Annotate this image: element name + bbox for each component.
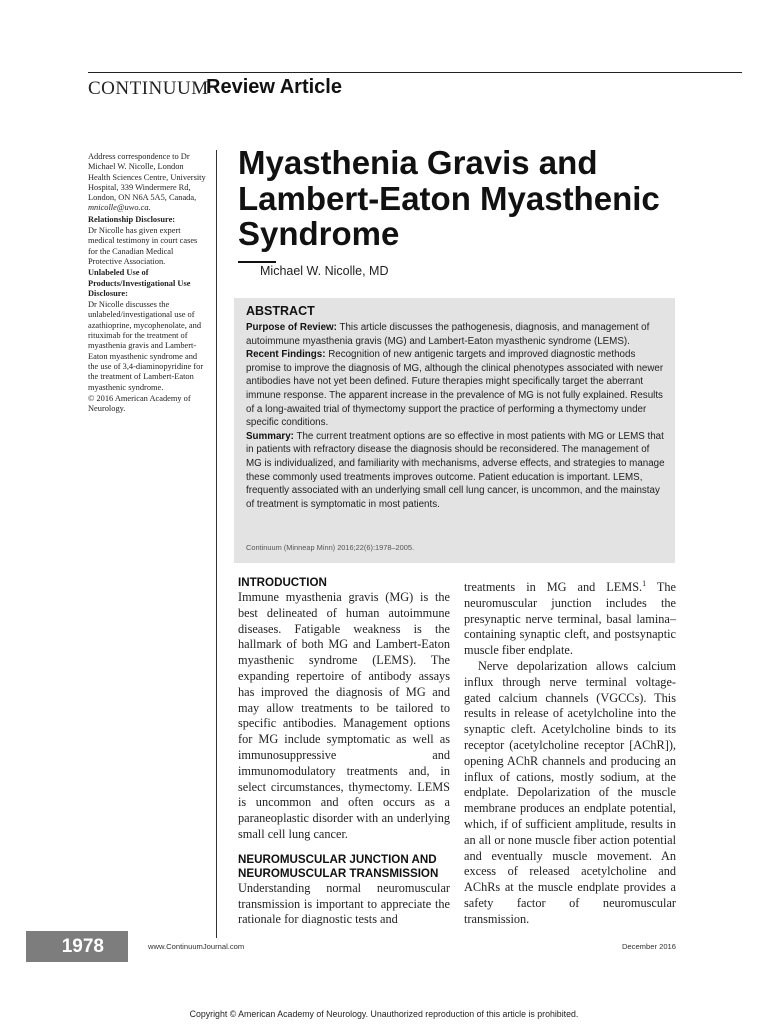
footer-url[interactable]: www.ContinuumJournal.com xyxy=(148,942,245,951)
correspondence-address: Address correspondence to Dr Michael W. Nicolle, London Health Sciences Centre, University Hospital, 339 Windermere Rd, London, ON N6A 5A5, Canada, mnicolle@uwo.ca. xyxy=(88,152,206,213)
author-rule xyxy=(238,261,276,263)
abstract-findings: Recent Findings: Recognition of new antigenic targets and improved diagnostic methods promise to improve the diagnosis of MG, although the clinical phenotypes associated with newer antibodies have not yet been defined. Future therapies might specifically target the aberrant immune response. The apparent increase in the prevalence of MG is not fully explained. Results of a long-awaited trial of thymectomy support the practice of performing a thymectomy under specific conditions. xyxy=(246,349,664,429)
abstract-heading: ABSTRACT xyxy=(246,304,315,318)
footer-date: December 2016 xyxy=(621,942,676,951)
sidebar-copyright: © 2016 American Academy of Neurology. xyxy=(88,393,191,414)
unlabeled-use-heading: Unlabeled Use of Products/Investigational Use Disclosure: xyxy=(88,268,191,298)
nmj-text: Understanding normal neuromuscular transmission is important to appreciate the rationale for diagnostic tests and xyxy=(238,880,450,927)
correspondence-email[interactable]: mnicolle@uwo.ca. xyxy=(88,203,151,213)
introduction-heading: INTRODUCTION xyxy=(238,576,327,589)
page-number: 1978 xyxy=(26,931,128,962)
introduction-text: Immune myasthenia gravis (MG) is the best delineated of human autoimmune diseases. Fatigable weakness is the hallmark of both MG and Lambert-Eaton myasthenic syndrome (LEMS). The expanding repertoire of antibody assays has improved the diagnosis of MG and may allow treatments to be tailored to specific antibodies. Management options for MG include symptomatic as well as immunosuppressive and immunomodulatory treatments and, in select circumstances, thymectomy. LEMS is uncommon and often occurs as a paraneoplastic disorder with an underlying small cell lung cancer. xyxy=(238,590,450,841)
abstract-box xyxy=(234,298,675,563)
abstract-citation: Continuum (Minneap Minn) 2016;22(6):1978–2005. xyxy=(246,543,415,552)
column-divider xyxy=(216,150,217,938)
abstract-summary: Summary: The current treatment options are so effective in most patients with MG or LEMS that in patients with refractory disease the diagnosis should be reconsidered. The management of MG is individualized, and familiarity with mechanisms, adverse effects, and strategies to manage these commonly used treatments improves outcome. Patient education is important. LEMS, frequently associated with an underlying small cell lung cancer, is uncommon, and the mainstay of treatment is symptomatic in most patients. xyxy=(246,430,665,510)
body-column-left xyxy=(238,576,450,928)
abstract-purpose: Purpose of Review: This article discusses the pathogenesis, diagnosis, and management of autoimmune myasthenia gravis (MG) and Lambert-Eaton myasthenic syndrome (LEMS). xyxy=(246,322,650,347)
relationship-disclosure-heading: Relationship Disclosure: xyxy=(88,214,176,224)
sidebar xyxy=(88,152,206,415)
footer-copyright: Copyright © American Academy of Neurology. Unauthorized reproduction of this article is prohibited. xyxy=(189,1009,579,1019)
article-type: Review Article xyxy=(206,76,342,98)
nmj-heading: NEUROMUSCULAR JUNCTION AND NEUROMUSCULAR TRANSMISSION xyxy=(238,852,439,880)
article-author: Michael W. Nicolle, MD xyxy=(260,264,389,278)
nmj-paragraph-2: Nerve depolarization allows calcium influx through nerve terminal voltage-gated calcium channels (VGCCs). This results in release of acetylcholine into the synaptic cleft. Acetylcholine binds to its receptor (acetylcholine receptor [AChR]), opening AChR channels and producing an influx of cations, mostly sodium, at the endplate. Depolarization of the muscle membrane produces an endplate potential, which, if of sufficient amplitude, results in an all or none muscle fiber action potential and eventually muscle movement. An excess of released acetylcholine and AChRs at the muscle endplate provides a safety factor of neuromuscular transmission. xyxy=(464,659,676,926)
relationship-disclosure-text: Dr Nicolle has given expert medical testimony in court cases for the Canadian Medical Protective Association. xyxy=(88,226,198,266)
reference-superscript[interactable]: 1 xyxy=(642,579,647,588)
article-title: Myasthenia Gravis and Lambert-Eaton Myasthenic Syndrome xyxy=(238,144,660,252)
unlabeled-use-text: Dr Nicolle discusses the unlabeled/investigational use of azathioprine, mycophenolate, and rituximab for the treatment of myasthenia gravis and Lambert-Eaton myasthenic syndrome and the use of 3,4-diaminopyridine for the treatment of Lambert-Eaton myasthenic syndrome. xyxy=(88,300,204,392)
journal-name: CONTINUUM xyxy=(88,78,209,99)
body-column-right xyxy=(464,576,676,928)
header-rule xyxy=(88,72,742,73)
nmj-paragraph-1: treatments in MG and LEMS.$^1$ The neuromuscular junction includes the presynaptic nerve terminal, basal lamina–containing synaptic cleft, and postsynaptic muscle fiber endplate. xyxy=(464,579,676,658)
